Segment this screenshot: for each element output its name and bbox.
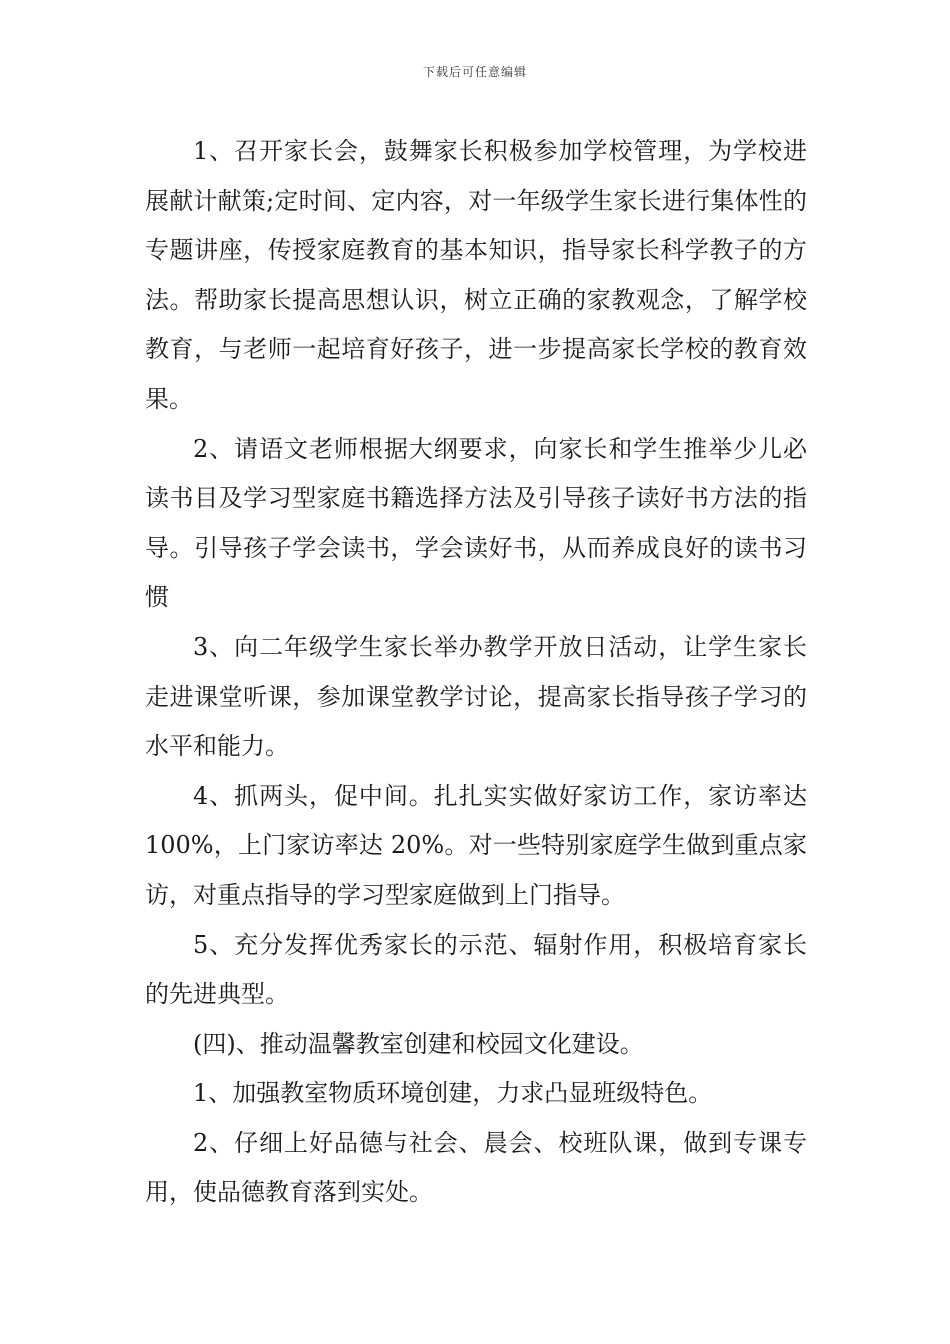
paragraph-3: 3、向二年级学生家长举办教学开放日活动，让学生家长走进课堂听课，参加课堂教学讨论，提高家长指导孩子学习的水平和能力。 [145, 632, 807, 761]
paragraph-7: 2、仔细上好品德与社会、晨会、校班队课，做到专课专用，使品德教育落到实处。 [145, 1128, 807, 1207]
paragraph-4: 4、抓两头，促中间。扎扎实实做好家访工作，家访率达 100%，上门家访率达 20%。对一些特别家庭学生做到重点家访，对重点指导的学习型家庭做到上门指导。 [145, 781, 807, 909]
paragraph-6: 1、加强教室物质环境创建，力求凸显班级特色。 [193, 1079, 713, 1108]
document-body [145, 127, 807, 1218]
paragraph-1: 1、召开家长会，鼓舞家长积极参加学校管理，为学校进展献计献策;定时间、定内容，对一年级学生家长进行集体性的专题讲座，传授家庭教育的基本知识，指导家长科学教子的方法。帮助家长提高思想认识，树立正确的家教观念，了解学校教育，与老师一起培育好孩子，进一步提高家长学校的教育效果。 [145, 137, 807, 413]
page-header: 下载后可任意编辑 [422, 65, 527, 79]
paragraph-2: 2、请语文老师根据大纲要求，向家长和学生推举少儿必读书目及学习型家庭书籍选择方法及引导孩子读好书方法的指导。引导孩子学会读书，学会读好书，从而养成良好的读书习惯 [145, 434, 807, 612]
section-heading: (四)、推动温馨教室创建和校园文化建设。 [193, 1029, 644, 1058]
paragraph-5: 5、充分发挥优秀家长的示范、辐射作用，积极培育家长的先进典型。 [145, 930, 807, 1009]
